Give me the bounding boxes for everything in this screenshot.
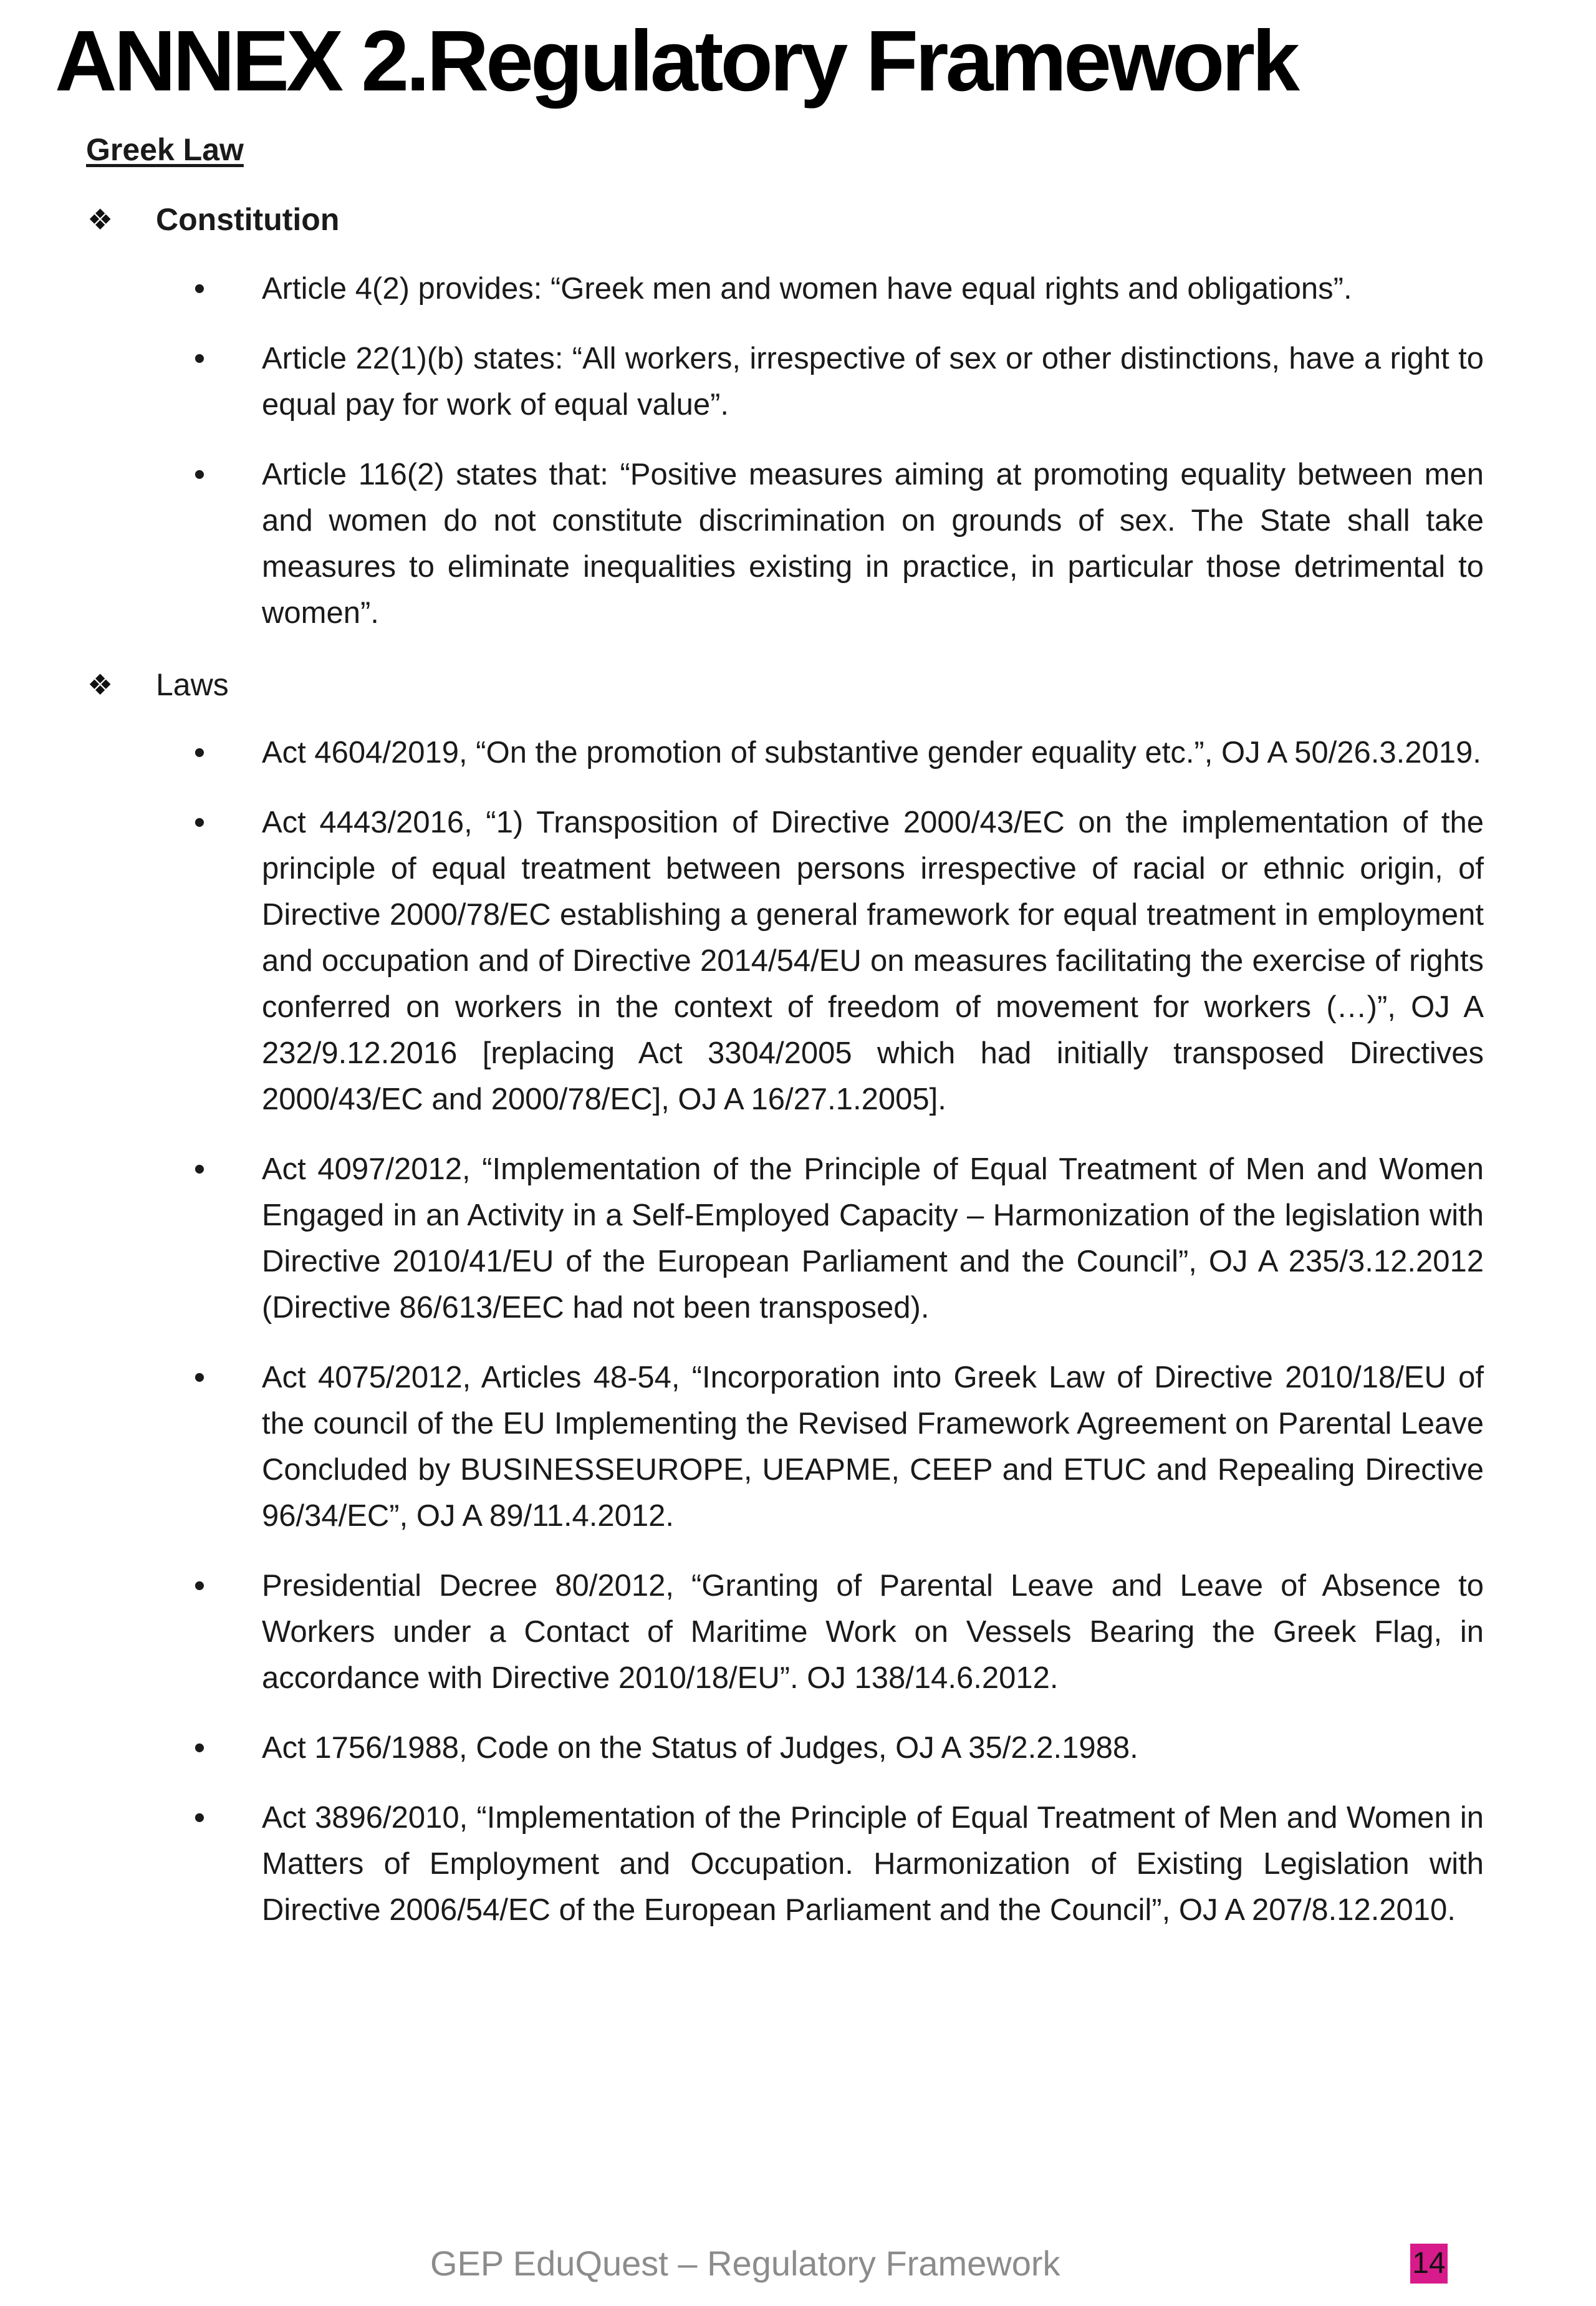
constitution-list <box>187 266 1484 660</box>
round-bullet-icon: • <box>193 1568 206 1604</box>
laws-list <box>187 730 1484 1957</box>
list-item <box>187 799 1484 1122</box>
round-bullet-icon: • <box>193 1359 206 1396</box>
round-bullet-icon: • <box>193 456 206 493</box>
list-item <box>187 1795 1484 1933</box>
round-bullet-icon: • <box>193 1800 206 1836</box>
round-bullet-icon: • <box>193 340 206 377</box>
list-item <box>187 335 1484 428</box>
list-item-text: Article 22(1)(b) states: “All workers, irrespective of sex or other distinctions, have a right to equal pay for work of equal value”. <box>262 342 1484 422</box>
laws-heading <box>87 665 229 705</box>
round-bullet-icon: • <box>193 804 206 841</box>
page-footer <box>0 2240 1596 2290</box>
constitution-heading-label: Constitution <box>156 202 340 237</box>
list-item-text: Article 4(2) provides: “Greek men and women have equal rights and obligations”. <box>262 272 1352 306</box>
round-bullet-icon: • <box>193 735 206 771</box>
list-item <box>187 1354 1484 1539</box>
list-item <box>187 1563 1484 1701</box>
four-diamond-bullet-icon: ❖ <box>87 668 113 701</box>
round-bullet-icon: • <box>193 1730 206 1766</box>
list-item <box>187 1146 1484 1331</box>
round-bullet-icon: • <box>193 1151 206 1187</box>
list-item-text: Act 1756/1988, Code on the Status of Judges, OJ A 35/2.2.1988. <box>262 1731 1138 1765</box>
footer-text: GEP EduQuest – Regulatory Framework <box>430 2244 1060 2283</box>
list-item <box>187 1725 1484 1771</box>
page-title: ANNEX 2.Regulatory Framework <box>55 13 1297 109</box>
section-heading: Greek Law <box>86 132 244 167</box>
laws-heading-label: Laws <box>156 667 229 702</box>
list-item <box>187 730 1484 776</box>
constitution-heading <box>87 200 339 239</box>
list-item-text: Act 4443/2016, “1) Transposition of Directive 2000/43/EC on the implementation of the principle of equal treatment between persons irrespective of racial or ethnic origin, of Directive 2000/78/EC establishing a general framework for equal treatment in employment and occupation and of Directive 2014/54/EU on measures facilitating the exercise of rights conferred on workers in the context of freedom of movement for workers (…)”, OJ A 232/9.12.2016 [replacing Act 3304/2005 which had initially transposed Directives 2000/43/EC and 2000/78/EC], OJ A 16/27.1.2005]. <box>262 806 1484 1116</box>
list-item-text: Act 4075/2012, Articles 48-54, “Incorporation into Greek Law of Directive 2010/18/EU of the council of the EU Implementing the Revised Framework Agreement on Parental Leave Concluded by BUSINESSEUROPE, UEAPME, CEEP and ETUC and Repealing Directive 96/34/EC”, OJ A 89/11.4.2012. <box>262 1361 1484 1533</box>
list-item-text: Act 3896/2010, “Implementation of the Principle of Equal Treatment of Men and Women in Matters of Employment and Occupation. Harmonization of Existing Legislation with Directive 2006/54/EC of the European Parliament and the Council”, OJ A 207/8.12.2010. <box>262 1801 1484 1927</box>
list-item-text: Act 4604/2019, “On the promotion of substantive gender equality etc.”, OJ A 50/26.3.2019. <box>262 736 1481 769</box>
round-bullet-icon: • <box>193 271 206 307</box>
four-diamond-bullet-icon: ❖ <box>87 203 113 236</box>
list-item-text: Article 116(2) states that: “Positive measures aiming at promoting equality between men and women do not constitute discrimination on grounds of sex. The State shall take measures to eliminate inequalities existing in practice, in particular those detrimental to women”. <box>262 458 1484 630</box>
list-item-text: Presidential Decree 80/2012, “Granting of Parental Leave and Leave of Absence to Workers under a Contact of Maritime Work on Vessels Bearing the Greek Flag, in accordance with Directive 2010/18/EU”. OJ 138/14.6.2012. <box>262 1569 1484 1695</box>
list-item <box>187 266 1484 312</box>
list-item <box>187 451 1484 636</box>
page-number: 14 <box>1410 2244 1448 2284</box>
list-item-text: Act 4097/2012, “Implementation of the Principle of Equal Treatment of Men and Women Engaged in an Activity in a Self-Employed Capacity – Harmonization of the legislation with Directive 2010/41/EU of the European Parliament and the Council”, OJ A 235/3.12.2012 (Directive 86/613/EEC had not been transposed). <box>262 1152 1484 1324</box>
